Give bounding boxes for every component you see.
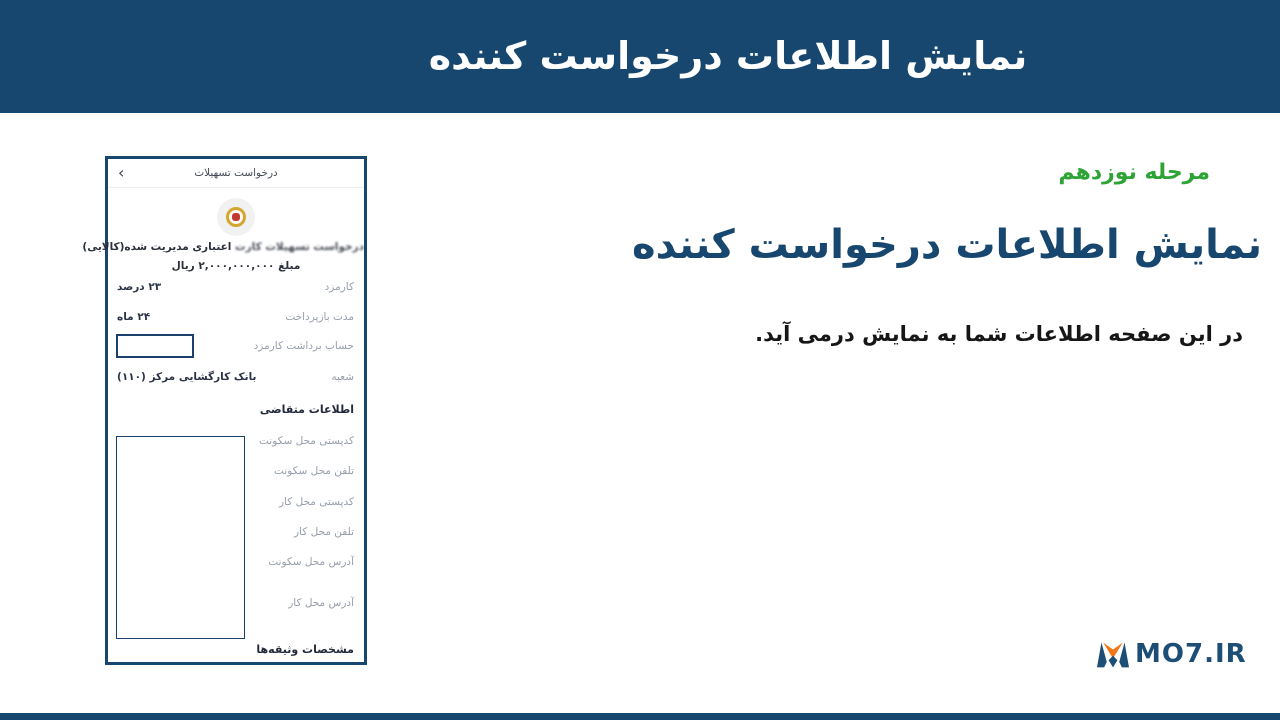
section-applicant-info: اطلاعات متقاضی [259,403,354,416]
section-collateral: مشخصات وثیقه‌ها [256,643,354,656]
step-description: در این صفحه اطلاعات شما به نمایش درمی آید. [755,322,1243,346]
phone-screenshot [82,156,367,665]
row-value-branch: بانک کارگشایی مرکز (۱۱۰) [117,371,257,383]
label-work-postal: کدپستی محل کار [278,496,354,508]
product-amount: مبلغ ۲,۰۰۰,۰۰۰,۰۰۰ ریال [171,260,301,272]
row-label-repayment: مدت بازپرداخت [285,311,354,323]
bank-logo-core [232,213,240,221]
bank-logo-icon [217,198,255,236]
row-label-fee: کارمزد [324,281,354,293]
step-title: نمایش اطلاعات درخواست کننده [632,222,1262,268]
label-residence-address: آدرس محل سکونت [268,556,354,568]
label-residence-phone: تلفن محل سکونت [274,465,354,477]
mo7-brand-text: MO7.IR [1135,639,1247,669]
mo7-logo-icon [1097,640,1129,668]
row-label-account: حساب برداشت کارمزد [253,340,354,352]
product-title [82,241,364,253]
row-label-branch: شعبه [331,371,354,383]
product-title-clear: اعتباری مدیریت شده(کالایی) [82,241,232,253]
redaction-box-applicant [116,436,245,639]
banner-title: نمایش اطلاعات درخواست کننده [428,34,1028,78]
step-number-label: مرحله نوزدهم [1058,160,1210,185]
appbar-divider [108,187,364,188]
phone-appbar [108,159,364,187]
label-work-phone: تلفن محل کار [293,526,354,538]
top-banner [0,0,1280,113]
redaction-box-account [116,334,194,358]
row-value-repayment: ۲۴ ماه [117,311,151,323]
label-work-address: آدرس محل کار [288,597,354,609]
back-chevron-icon[interactable]: › [118,163,125,182]
label-residence-postal: کدپستی محل سکونت [258,435,354,447]
row-value-fee: ۲۳ درصد [117,281,162,293]
product-title-blurred: درخواست تسهیلات کارت [235,241,364,253]
bottom-accent-bar [0,713,1280,720]
mo7-brand [1097,639,1247,669]
phone-appbar-title: درخواست تسهیلات [194,167,278,179]
